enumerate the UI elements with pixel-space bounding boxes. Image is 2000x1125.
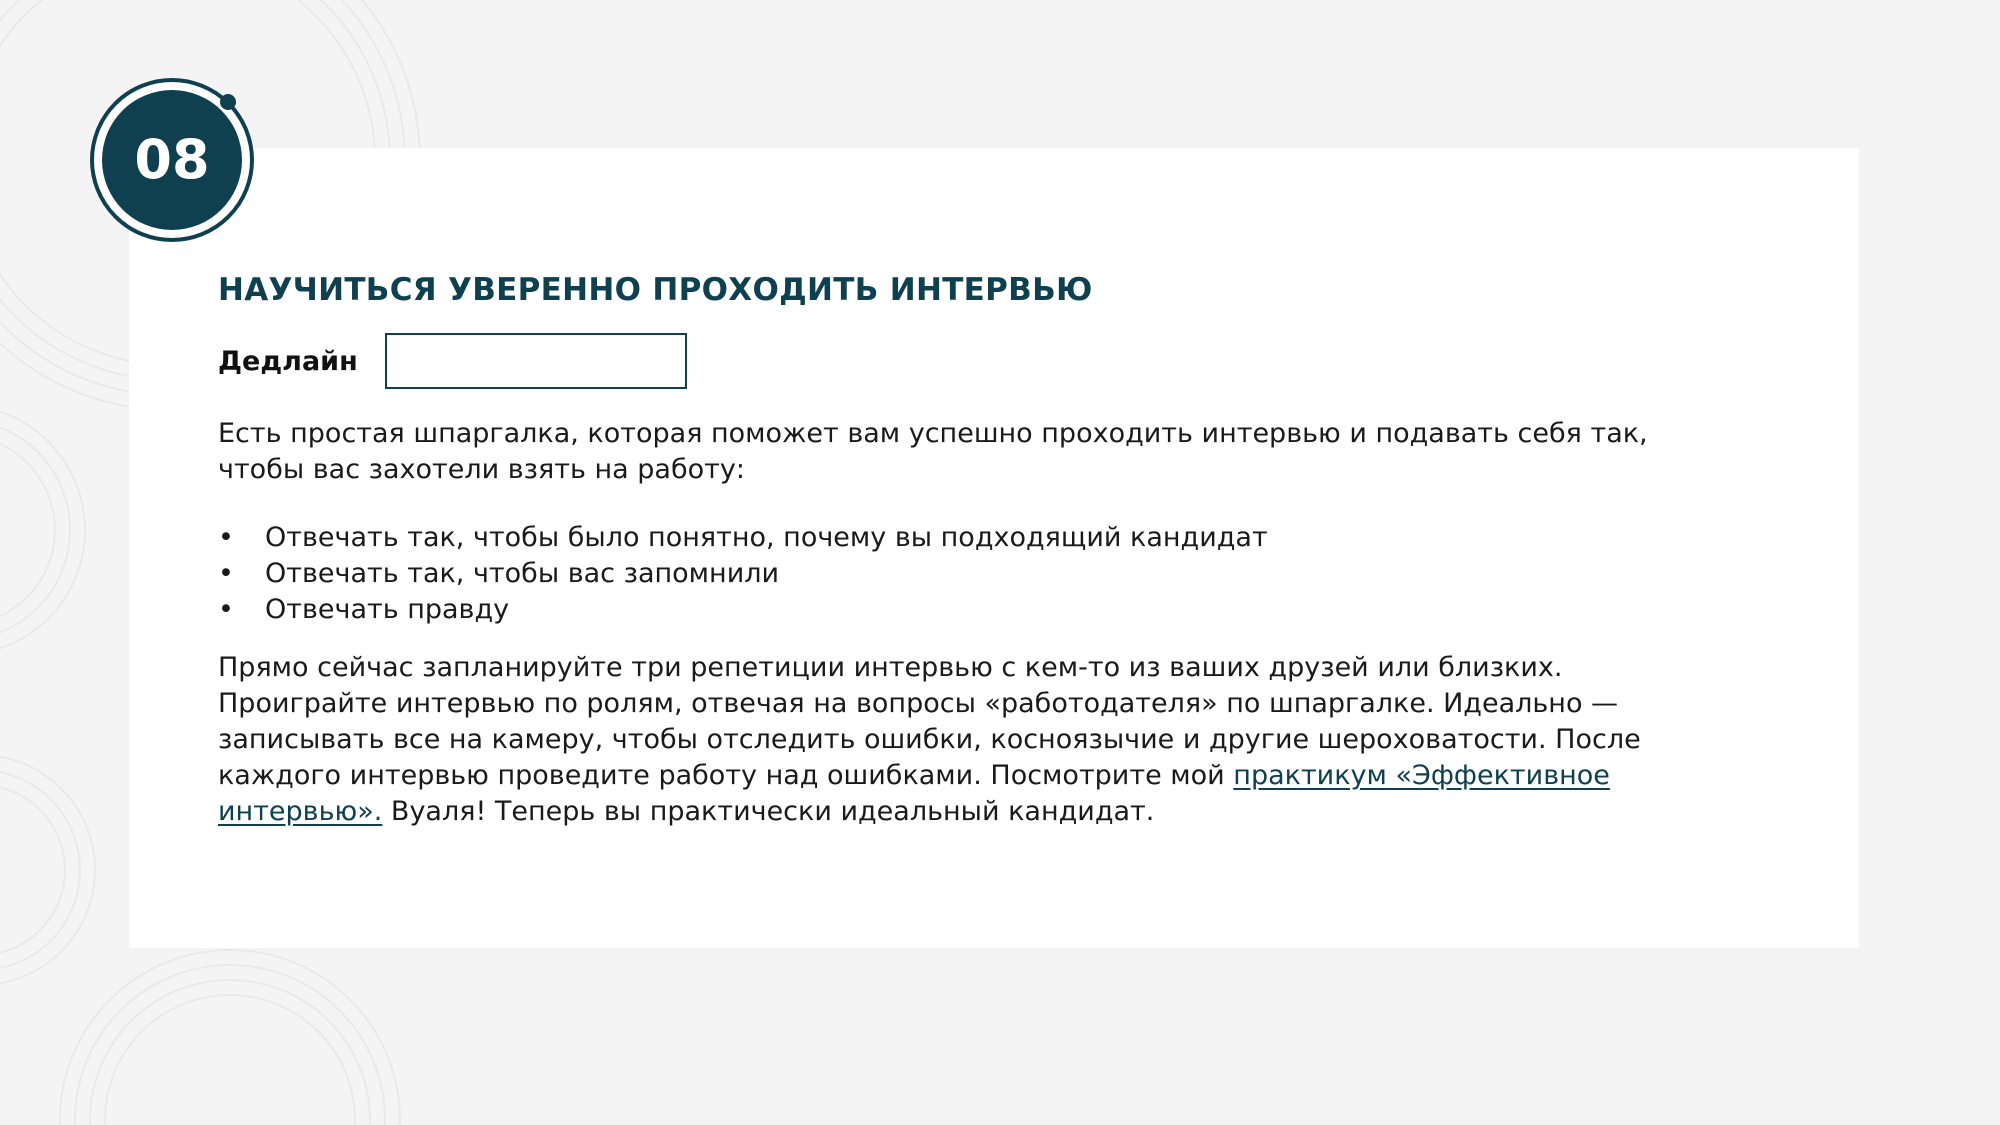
- bullet-icon: •: [218, 522, 234, 553]
- workshop-link[interactable]: практикум «Эффективное интервью».: [218, 760, 1610, 827]
- list-item: [218, 520, 1698, 556]
- list-item-text: Отвечать правду: [265, 594, 510, 625]
- task-title: НАУЧИТЬСЯ УВЕРЕННО ПРОХОДИТЬ ИНТЕРВЬЮ: [218, 272, 1093, 308]
- list-item: [218, 592, 1698, 628]
- list-item-text: Отвечать так, чтобы вас запомнили: [265, 558, 780, 589]
- task-content: [218, 268, 1698, 830]
- badge-dot-icon: [220, 94, 236, 110]
- intro-paragraph: Есть простая шпаргалка, которая поможет вам успешно проходить интервью и подавать себя так, чтобы вас захотели взять на работу:: [218, 418, 1648, 485]
- deadline-row: [218, 330, 1698, 392]
- bullet-icon: •: [218, 594, 234, 625]
- deadline-input[interactable]: [385, 333, 687, 389]
- list-item-text: Отвечать так, чтобы было понятно, почему вы подходящий кандидат: [265, 522, 1268, 553]
- step-number: 08: [134, 128, 210, 191]
- closing-text: Вуаля! Теперь вы практически идеальный кандидат.: [382, 796, 1155, 827]
- deadline-label: Дедлайн: [218, 345, 358, 377]
- instructions-text: Прямо сейчас запланируйте три репетиции интервью с кем-то из ваших друзей или близких. Проиграйте интервью по ролям, отвечая на вопросы «работодателя» по шпаргалке. Идеально — записывать все на камеру, чтобы отследить ошибки, косноязычие и другие шероховатости. После каждого интервью проведите работу над ошибками. Посмотрите мой: [218, 652, 1641, 791]
- tips-list: [218, 520, 1698, 628]
- instructions-paragraph: [218, 650, 1698, 830]
- list-item: [218, 556, 1698, 592]
- bullet-icon: •: [218, 558, 234, 589]
- step-number-badge: [88, 76, 258, 246]
